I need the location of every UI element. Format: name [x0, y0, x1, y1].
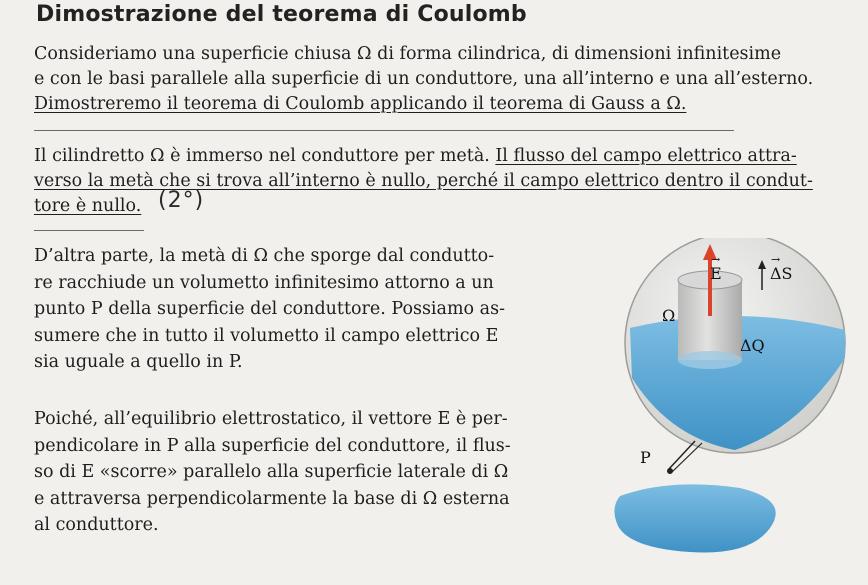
label-e: → E [710, 264, 722, 283]
paragraph-intro [34, 42, 813, 117]
text-line: al conduttore. [34, 515, 159, 535]
text-line: Poiché, all’equilibrio elettrostatico, il vettore E è per- [34, 409, 508, 429]
text-line [34, 144, 813, 169]
divider [34, 130, 734, 131]
text-line: Consideriamo una superficie chiusa Ω di forma cilindrica, di dimensioni infinitesime [34, 44, 782, 64]
text-line: Dimostreremo il teorema di Coulomb applicando il teorema di Gauss a Ω. [34, 94, 687, 114]
zoom-line [672, 443, 702, 472]
text-line: sia uguale a quello in P. [34, 352, 243, 372]
page-title: Dimostrazione del teorema di Coulomb [36, 2, 527, 27]
paragraph-flux-inside [34, 144, 813, 219]
text-line: pendicolare in P alla superficie del conduttore, il flus- [34, 435, 511, 456]
cylinder-bottom [678, 351, 742, 369]
underlined-span: Il flusso del campo elettrico attra- [495, 146, 797, 166]
handwritten-note: (2°) [158, 188, 205, 213]
figure-drawing [560, 238, 860, 578]
divider [34, 230, 144, 231]
text-line: verso la metà che si trova all’interno è nullo, perché il campo elettrico dentro il condut- [34, 171, 813, 191]
text-line: sumere che in tutto il volumetto il campo elettrico E [34, 325, 499, 346]
label-p: P [640, 448, 651, 467]
text-line: tore è nullo. [34, 196, 142, 216]
label-dq: ΔQ [740, 336, 765, 355]
text-line: e attraversa perpendicolarmente la base di Ω esterna [34, 488, 510, 509]
text-line: e con le basi parallele alla superficie di un conduttore, una all’interno e una all’esterno. [34, 69, 814, 89]
zoom-line [668, 441, 695, 470]
paragraph-volume [34, 243, 505, 376]
label-ds: → ΔS [770, 264, 793, 283]
text-line: re racchiude un volumetto infinitesimo attorno a un [34, 272, 494, 293]
text-span: Il cilindretto Ω è immerso nel conduttore per metà. [34, 146, 496, 166]
paragraph-equilibrium [34, 406, 511, 539]
text-line: punto P della superficie del conduttore. Possiamo as- [34, 299, 505, 319]
point-p [667, 468, 673, 474]
text-line: D’altra parte, la metà di Ω che sporge dal condutto- [34, 246, 495, 266]
coulomb-figure [560, 238, 860, 578]
text-line: so di E «scorre» parallelo alla superficie laterale di Ω [34, 462, 509, 482]
conductor-body [614, 484, 775, 552]
label-omega: Ω [662, 306, 676, 325]
